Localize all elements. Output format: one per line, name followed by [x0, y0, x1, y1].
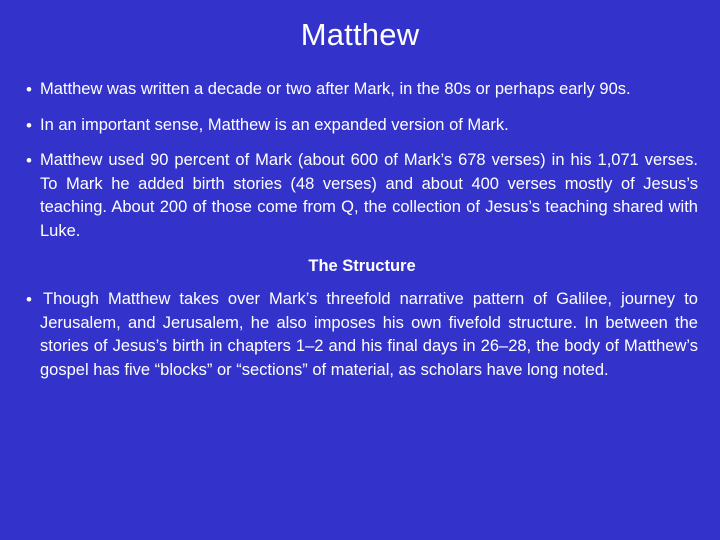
bullet-marker-icon: • — [26, 290, 32, 309]
list-item-text: Matthew used 90 percent of Mark (about 600 of Mark’s 678 verses) in his 1,071 verses. To Mark he added birth stories (48 verses) and about 400 verses mostly of Jesus’s teaching. About 200 of those come from Q, the collection of Jesus’s teaching shared with Luke. — [40, 151, 698, 240]
bullet-marker-icon: • — [26, 80, 32, 99]
slide-body — [26, 78, 698, 394]
list-item-text: Matthew was written a decade or two after Mark, in the 80s or perhaps early 90s. — [40, 80, 631, 98]
list-item — [26, 149, 698, 243]
list-item — [26, 114, 698, 138]
list-item — [26, 288, 698, 382]
bullet-marker-icon: • — [26, 115, 32, 135]
list-item — [26, 78, 698, 102]
section-subheading: The Structure — [308, 257, 416, 275]
list-item-text: In an important sense, Matthew is an expanded version of Mark. — [40, 115, 509, 134]
bullet-marker-icon: • — [26, 151, 32, 170]
page-title: Matthew — [300, 17, 420, 52]
list-item-text: Though Matthew takes over Mark’s threefold narrative pattern of Galilee, journey to Jerusalem, and Jerusalem, he also imposes his own fivefold structure. In between the stories of Jesus’s birth in chapters 1–2 and his final days in 26–28, the body of Matthew’s gospel has five “blocks” or “sections” of material, as scholars have long noted. — [40, 290, 698, 379]
